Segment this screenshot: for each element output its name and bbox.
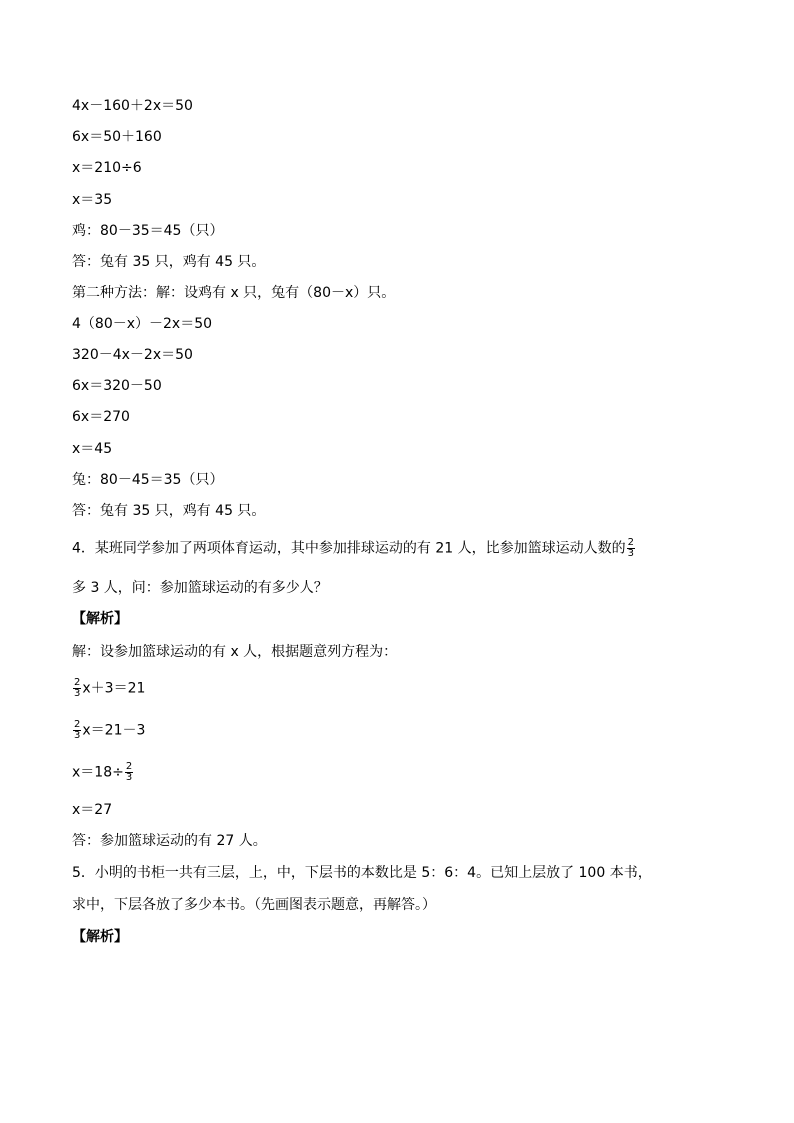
fraction-denominator: 3	[74, 688, 81, 699]
analysis-label: 【解析】	[72, 611, 128, 627]
equation-line	[72, 762, 134, 783]
fraction-denominator: 3	[627, 548, 634, 559]
equation-text: x＋3＝21	[82, 680, 146, 697]
equation-line: 6x＝50＋160	[72, 129, 162, 145]
answer-line: 答：兔有 35 只，鸡有 45 只。	[72, 254, 266, 270]
answer-line: 答：参加篮球运动的有 27 人。	[72, 833, 267, 849]
method-two-intro: 第二种方法：解：设鸡有 x 只，兔有（80－x）只。	[72, 285, 396, 301]
fraction-numerator: 2	[74, 677, 81, 688]
equation-line	[72, 678, 145, 699]
fraction-numerator: 2	[125, 761, 133, 772]
equation-line: 320－4x－2x＝50	[72, 347, 193, 363]
fraction	[73, 678, 81, 699]
question-4-text-part: 4．某班同学参加了两项体育运动，其中参加排球运动的有 21 人，比参加篮球运动人数的	[72, 540, 626, 557]
equation-line: x＝210÷6	[72, 160, 142, 176]
answer-line: 答：兔有 35 只，鸡有 45 只。	[72, 503, 266, 519]
equation-text: x＝21－3	[82, 722, 146, 739]
fraction	[627, 538, 635, 559]
equation-line: 6x＝320－50	[72, 378, 162, 394]
analysis-label: 【解析】	[72, 929, 128, 945]
equation-line: 6x＝270	[72, 409, 130, 425]
equation-line	[72, 720, 145, 741]
equation-line: 4（80－x）－2x＝50	[72, 316, 213, 332]
fraction-numerator: 2	[74, 719, 81, 730]
equation-line: x＝35	[72, 192, 113, 208]
fraction-denominator: 3	[125, 772, 133, 783]
question-4-text	[72, 538, 636, 559]
fraction-numerator: 2	[627, 537, 634, 548]
solution-setup: 解：设参加篮球运动的有 x 人，根据题意列方程为：	[72, 644, 398, 660]
question-5-text-continued: 求中，下层各放了多少本书。（先画图表示题意，再解答。）	[72, 897, 436, 913]
fraction-denominator: 3	[74, 730, 81, 741]
equation-line: x＝27	[72, 802, 113, 818]
equation-line: 4x－160＋2x＝50	[72, 98, 193, 114]
fraction	[125, 762, 133, 783]
question-5-text: 5．小明的书柜一共有三层，上，中，下层书的本数比是 5：6：4。已知上层放了 100 本书，	[72, 865, 652, 881]
question-4-text-continued: 多 3 人，问：参加篮球运动的有多少人？	[72, 580, 328, 596]
calculation-line: 鸡：80－35＝45（只）	[72, 223, 224, 239]
equation-line: x＝45	[72, 441, 113, 457]
fraction	[73, 720, 81, 741]
calculation-line: 兔：80－45＝35（只）	[72, 472, 224, 488]
equation-text: x＝18÷	[72, 764, 124, 781]
